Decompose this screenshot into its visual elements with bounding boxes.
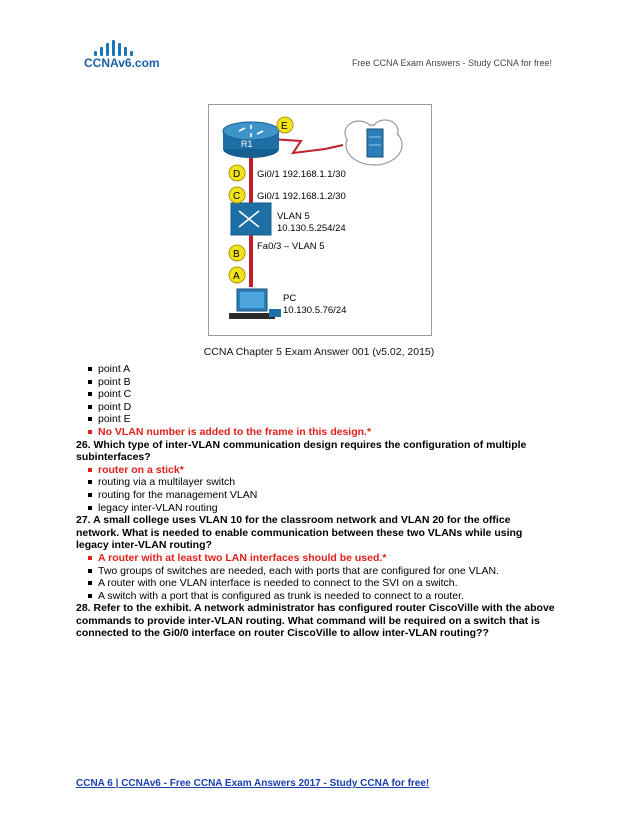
header-tagline: Free CCNA Exam Answers - Study CCNA for free! [351,58,552,68]
svg-text:B: B [233,249,240,260]
marker-d [229,165,245,181]
list-item: A switch with a port that is configured as trunk is needed to connect to a router. [76,590,556,603]
site-logo[interactable] [84,40,174,74]
question-28: 28. Refer to the exhibit. A network administrator has configured router CiscoVille with the above commands to provide inter-VLAN routing. What command will be required on a switch that is connected to the Gi0/0 interface on router CiscoVille to allow inter-VLAN routing?? [76,602,555,640]
list-item: routing via a multilayer switch [76,476,556,489]
q25-options [76,363,556,439]
pc-ip: 10.130.5.76/24 [283,305,347,316]
c-interface-label: Gi0/1 192.168.1.2/30 [257,191,346,202]
marker-e [277,117,293,133]
list-item: A router with one VLAN interface is needed to connect to the SVI on a switch. [76,577,556,590]
correct-answer: No VLAN number is added to the frame in this design.* [76,426,556,439]
list-item: point A [76,363,556,376]
list-item: legacy inter-VLAN routing [76,502,556,515]
footer-link[interactable]: CCNA 6 | CCNAv6 - Free CCNA Exam Answers 2017 - Study CCNA for free! [76,778,430,789]
q26-options [76,464,556,514]
topology-diagram [209,105,431,335]
pc-icon [229,289,281,319]
list-item: point E [76,413,556,426]
router-label: R1 [241,139,253,149]
serial-link [271,139,343,153]
marker-c [229,187,245,203]
list-item: point D [76,401,556,414]
correct-answer: router on a stick* [76,464,556,477]
marker-a [229,267,245,283]
vlan-title: VLAN 5 [277,211,310,222]
exam-content [76,363,556,640]
figure-caption: CCNA Chapter 5 Exam Answer 001 (v5.02, 2015) [203,346,435,358]
list-item: point B [76,376,556,389]
list-item: point C [76,388,556,401]
marker-b [229,245,245,261]
pc-label: PC [283,293,297,304]
question-27: 27. A small college uses VLAN 10 for the classroom network and VLAN 20 for the office network. What is needed to enable communication between these two VLANs while using legacy inter-VLAN routing? [76,514,523,552]
logo-text: CCNAv6.com [84,56,160,70]
correct-answer: A router with at least two LAN interfaces should be used.* [76,552,556,565]
svg-text:D: D [233,169,241,180]
svg-text:C: C [233,191,241,202]
svg-text:A: A [233,271,240,282]
vlan-ip: 10.130.5.254/24 [277,223,346,234]
topology-exhibit [208,104,432,336]
svg-text:E: E [281,121,288,132]
page-header [0,0,638,80]
server-icon [367,129,383,157]
b-interface-label: Fa0/3 – VLAN 5 [257,241,325,252]
list-item: Two groups of switches are needed, each with ports that are configured for one VLAN. [76,565,556,578]
d-interface-label: Gi0/1 192.168.1.1/30 [257,169,346,180]
list-item: routing for the management VLAN [76,489,556,502]
question-26: 26. Which type of inter-VLAN communication design requires the configuration of multiple subinterfaces? [76,438,527,464]
multilayer-switch-icon [231,203,271,235]
logo-bars-icon [94,40,154,56]
q27-options [76,552,556,602]
